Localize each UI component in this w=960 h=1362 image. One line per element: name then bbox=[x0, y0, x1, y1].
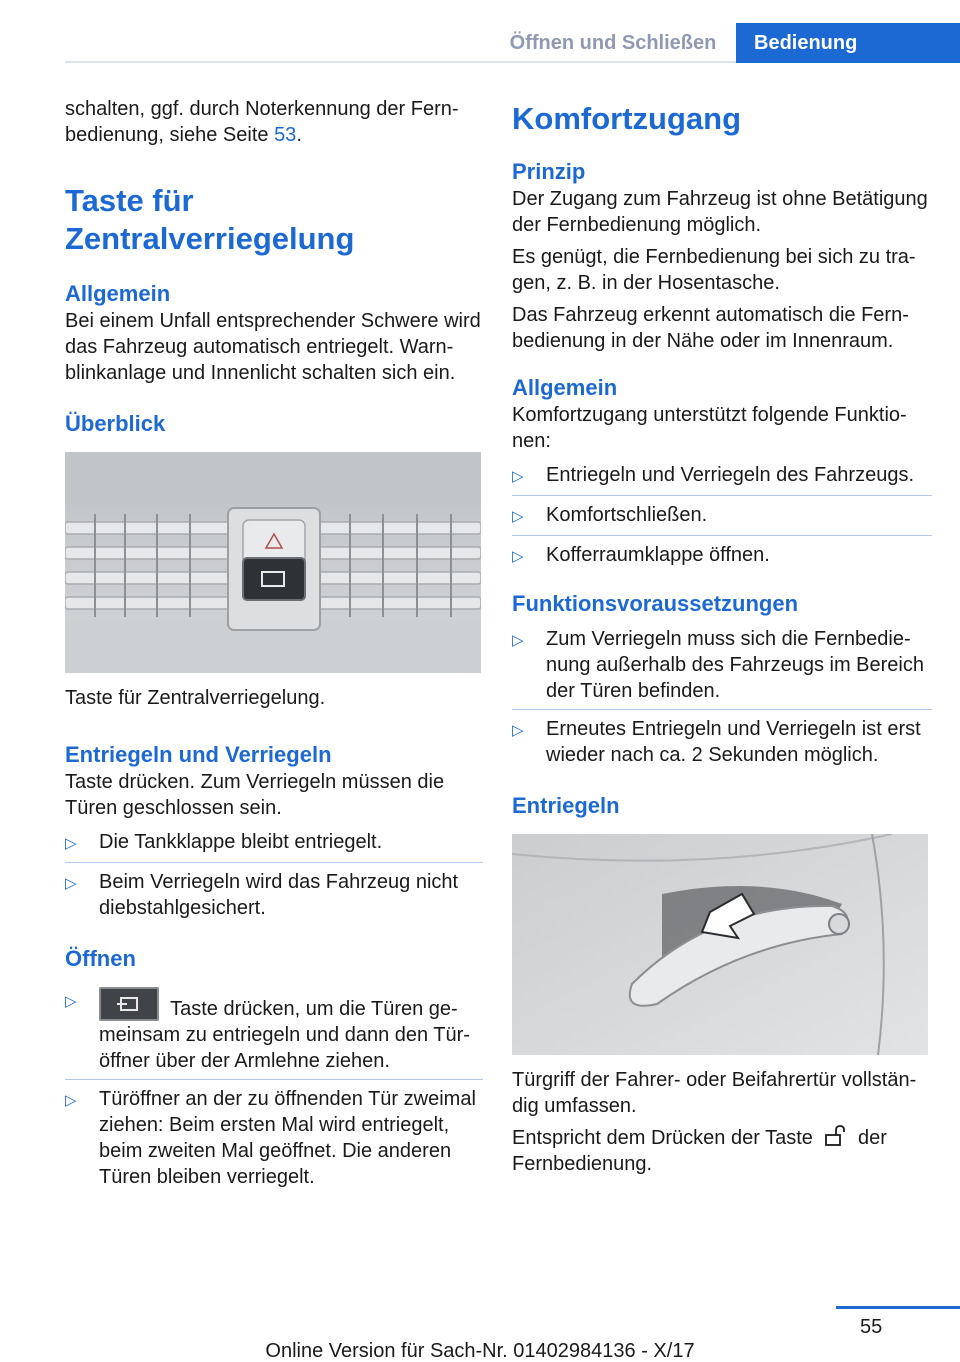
left-column bbox=[65, 96, 483, 1195]
heading-komfortzugang: Komfortzugang bbox=[512, 101, 742, 136]
footer-text: Online Version für Sach-Nr. 01402984136 - X/17 bbox=[265, 1340, 695, 1362]
bullet-triangle-icon: ▷ bbox=[65, 993, 77, 1010]
heading-allgemein-right: Allgemein bbox=[512, 375, 618, 400]
bullet-triangle-icon: ▷ bbox=[512, 548, 524, 565]
heading-entriegeln-verriegeln: Entriegeln und Verriegeln bbox=[65, 742, 332, 767]
divider bbox=[65, 862, 483, 863]
heading-prinzip: Prinzip bbox=[512, 159, 586, 184]
heading-oeffnen: Öffnen bbox=[65, 946, 136, 971]
heading-ueberblick: Überblick bbox=[65, 411, 166, 436]
bullet-triangle-icon: ▷ bbox=[512, 468, 524, 485]
divider bbox=[65, 1079, 483, 1080]
prinzip-paragraph-1: Der Zugang zum Fahrzeug ist ohne Betätigung der Fernbedienung möglich. bbox=[512, 188, 928, 236]
prinzip-paragraph-3: Das Fahrzeug erkennt automatisch die Fern-bedienung in der Nähe oder im Innenraum. bbox=[512, 304, 909, 352]
entriegeln-paragraph: Taste drücken. Zum Verriegeln müssen die Türen geschlossen sein. bbox=[65, 771, 445, 819]
unlocked-padlock-icon bbox=[818, 1125, 852, 1147]
figure-caption-left: Taste für Zentralverriegelung. bbox=[65, 687, 326, 709]
heading-zentralverriegelung: Taste für Zentralverriegelung bbox=[65, 183, 355, 256]
bullet-triangle-icon: ▷ bbox=[512, 722, 524, 739]
page-number: 55 bbox=[860, 1316, 883, 1338]
list-item: ▷ Zum Verriegeln muss sich die Fernbedie-nung außerhalb des Fahrzeugs im Bereich der Türen befinden. bbox=[512, 628, 924, 702]
list-item: ▷ Komfortschließen. bbox=[512, 502, 932, 530]
allgemein-paragraph: Bei einem Unfall entsprechender Schwere wird das Fahrzeug automatisch entriegelt. Warn-blinkanlage und Innenlicht schalten sich ein. bbox=[65, 310, 481, 384]
list-item: ▷ Die Tankklappe bleibt entriegelt. bbox=[65, 829, 483, 857]
entspricht-paragraph: Entspricht dem Drücken der Taste der Fernbedienung. bbox=[512, 1127, 887, 1175]
heading-entriegeln: Entriegeln bbox=[512, 793, 620, 818]
header-tab: Bedienung bbox=[736, 23, 960, 63]
list-item: ▷ Erneutes Entriegeln und Verriegeln ist erst wieder nach ca. 2 Sekunden möglich. bbox=[512, 718, 921, 766]
prinzip-paragraph-2: Es genügt, die Fernbedienung bei sich zu tra-gen, z. B. in der Hosentasche. bbox=[512, 246, 916, 294]
allgemein-right-paragraph: Komfortzugang unterstützt folgende Funktio-nen: bbox=[512, 404, 907, 452]
bullet-triangle-icon: ▷ bbox=[65, 1092, 77, 1109]
divider bbox=[512, 709, 932, 710]
list-item: ▷ Kofferraumklappe öffnen. bbox=[512, 542, 932, 570]
door-handle-figure bbox=[512, 834, 928, 1055]
divider bbox=[512, 495, 932, 496]
heading-funktionsvoraussetzungen: Funktionsvoraussetzungen bbox=[512, 591, 799, 616]
header-section-title: Öffnen und Schließen bbox=[509, 32, 717, 54]
bullet-triangle-icon: ▷ bbox=[512, 508, 524, 525]
bullet-triangle-icon: ▷ bbox=[65, 835, 77, 852]
unlock-button-icon bbox=[99, 987, 159, 1021]
intro-paragraph: schalten, ggf. durch Noterkennung der Fern-bedienung, siehe Seite 53. bbox=[65, 98, 459, 146]
list-item: ▷ Beim Verriegeln wird das Fahrzeug nicht diebstahlgesichert. bbox=[65, 871, 459, 919]
figure-caption-right: Türgriff der Fahrer- oder Beifahrertür vollstän-dig umfassen. bbox=[512, 1069, 917, 1117]
divider bbox=[512, 535, 932, 536]
footer-rule bbox=[836, 1306, 960, 1309]
list-item: ▷ Türöffner an der zu öffnenden Tür zweimal ziehen: Beim ersten Mal wird entriegelt, beim zweiten Mal geöffnet. Die anderen Türen bleiben verriegelt. bbox=[65, 1088, 476, 1188]
list-item: ▷ Taste drücken, um die Türen ge-meinsam zu entriegeln und dann den Tür-öffner über der Armlehne ziehen. bbox=[65, 987, 483, 1074]
list-item: ▷ Entriegeln und Verriegeln des Fahrzeugs. bbox=[512, 462, 932, 490]
bullet-triangle-icon: ▷ bbox=[65, 875, 77, 892]
central-lock-button-figure bbox=[65, 452, 481, 673]
right-column bbox=[512, 96, 932, 1183]
heading-allgemein: Allgemein bbox=[65, 281, 171, 306]
bullet-triangle-icon: ▷ bbox=[512, 632, 524, 649]
page-link[interactable]: 53 bbox=[274, 124, 297, 146]
